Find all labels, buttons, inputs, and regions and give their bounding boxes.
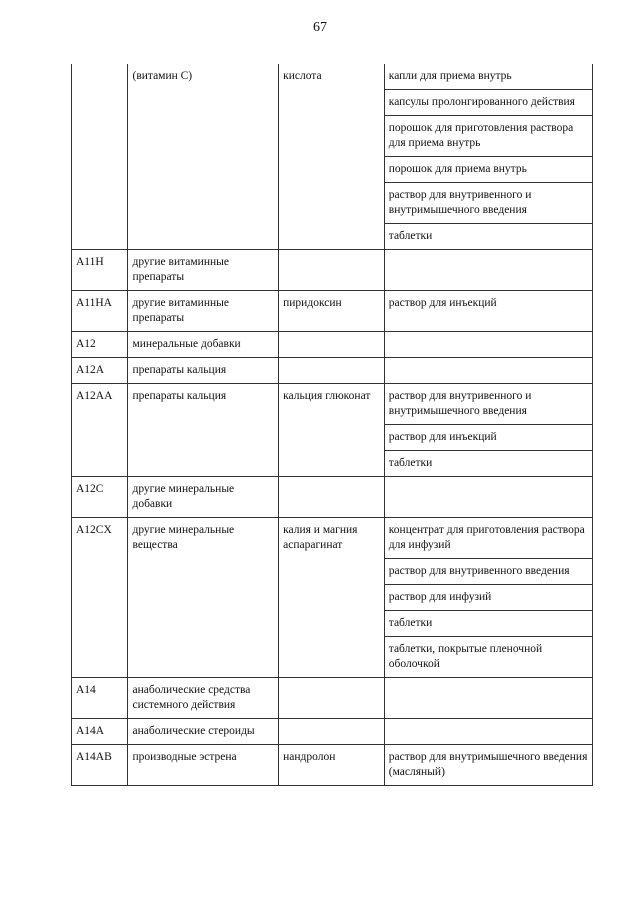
group-name-cell: другие витаминные препараты <box>128 250 279 291</box>
table-row <box>72 678 593 719</box>
group-name-cell: другие витаминные препараты <box>128 291 279 332</box>
dosage-form-cell <box>384 332 592 358</box>
group-name-cell: анаболические средства системного действия <box>128 678 279 719</box>
dosage-form-cell: раствор для инфузий <box>384 585 592 611</box>
group-name-cell: другие минеральные вещества <box>128 518 279 678</box>
drug-name-cell: нандролон <box>279 745 385 786</box>
table-row <box>72 477 593 518</box>
dosage-form-cell <box>384 250 592 291</box>
drug-name-cell: калия и магния аспарагинат <box>279 518 385 678</box>
table-row <box>72 384 593 425</box>
dosage-form-cell: раствор для внутримышечного введения (масляный) <box>384 745 592 786</box>
drug-name-cell: кальция глюконат <box>279 384 385 477</box>
table-row <box>72 745 593 786</box>
dosage-form-cell: таблетки, покрытые пленочной оболочкой <box>384 637 592 678</box>
dosage-form-cell: раствор для внутривенного и внутримышечного введения <box>384 183 592 224</box>
group-name-cell: другие минеральные добавки <box>128 477 279 518</box>
drug-name-cell <box>279 719 385 745</box>
group-name-cell: препараты кальция <box>128 384 279 477</box>
dosage-form-cell <box>384 477 592 518</box>
drug-classification-table <box>71 64 593 786</box>
atc-code-cell: A14A <box>72 719 128 745</box>
dosage-form-cell: порошок для приема внутрь <box>384 157 592 183</box>
table-row <box>72 291 593 332</box>
table-body <box>72 64 593 786</box>
atc-code-cell: A12C <box>72 477 128 518</box>
dosage-form-cell: раствор для внутривенного введения <box>384 559 592 585</box>
atc-code-cell: A14AB <box>72 745 128 786</box>
dosage-form-cell: капли для приема внутрь <box>384 64 592 90</box>
dosage-form-cell: концентрат для приготовления раствора для инфузий <box>384 518 592 559</box>
page-number: 67 <box>313 20 327 35</box>
dosage-form-cell: капсулы пролонгированного действия <box>384 90 592 116</box>
atc-code-cell: A11H <box>72 250 128 291</box>
dosage-form-cell <box>384 719 592 745</box>
atc-code-cell: A12CX <box>72 518 128 678</box>
dosage-form-cell: таблетки <box>384 451 592 477</box>
group-name-cell: (витамин С) <box>128 64 279 250</box>
table-row <box>72 358 593 384</box>
atc-code-cell: A11HA <box>72 291 128 332</box>
atc-code-cell <box>72 64 128 250</box>
drug-name-cell <box>279 678 385 719</box>
atc-code-cell: A14 <box>72 678 128 719</box>
group-name-cell: производные эстрена <box>128 745 279 786</box>
group-name-cell: минеральные добавки <box>128 332 279 358</box>
atc-code-cell: A12 <box>72 332 128 358</box>
dosage-form-cell <box>384 678 592 719</box>
table-row <box>72 64 593 90</box>
drug-name-cell: кислота <box>279 64 385 250</box>
dosage-form-cell: таблетки <box>384 611 592 637</box>
atc-code-cell: A12AA <box>72 384 128 477</box>
atc-code-cell: A12A <box>72 358 128 384</box>
drug-name-cell <box>279 477 385 518</box>
dosage-form-cell: раствор для инъекций <box>384 291 592 332</box>
group-name-cell: анаболические стероиды <box>128 719 279 745</box>
drug-name-cell: пиридоксин <box>279 291 385 332</box>
table-row <box>72 719 593 745</box>
table-row <box>72 250 593 291</box>
group-name-cell: препараты кальция <box>128 358 279 384</box>
drug-name-cell <box>279 250 385 291</box>
dosage-form-cell: таблетки <box>384 224 592 250</box>
dosage-form-cell: порошок для приготовления раствора для приема внутрь <box>384 116 592 157</box>
dosage-form-cell: раствор для внутривенного и внутримышечного введения <box>384 384 592 425</box>
drug-name-cell <box>279 332 385 358</box>
dosage-form-cell: раствор для инъекций <box>384 425 592 451</box>
table-row <box>72 332 593 358</box>
drug-name-cell <box>279 358 385 384</box>
table-row <box>72 518 593 559</box>
dosage-form-cell <box>384 358 592 384</box>
